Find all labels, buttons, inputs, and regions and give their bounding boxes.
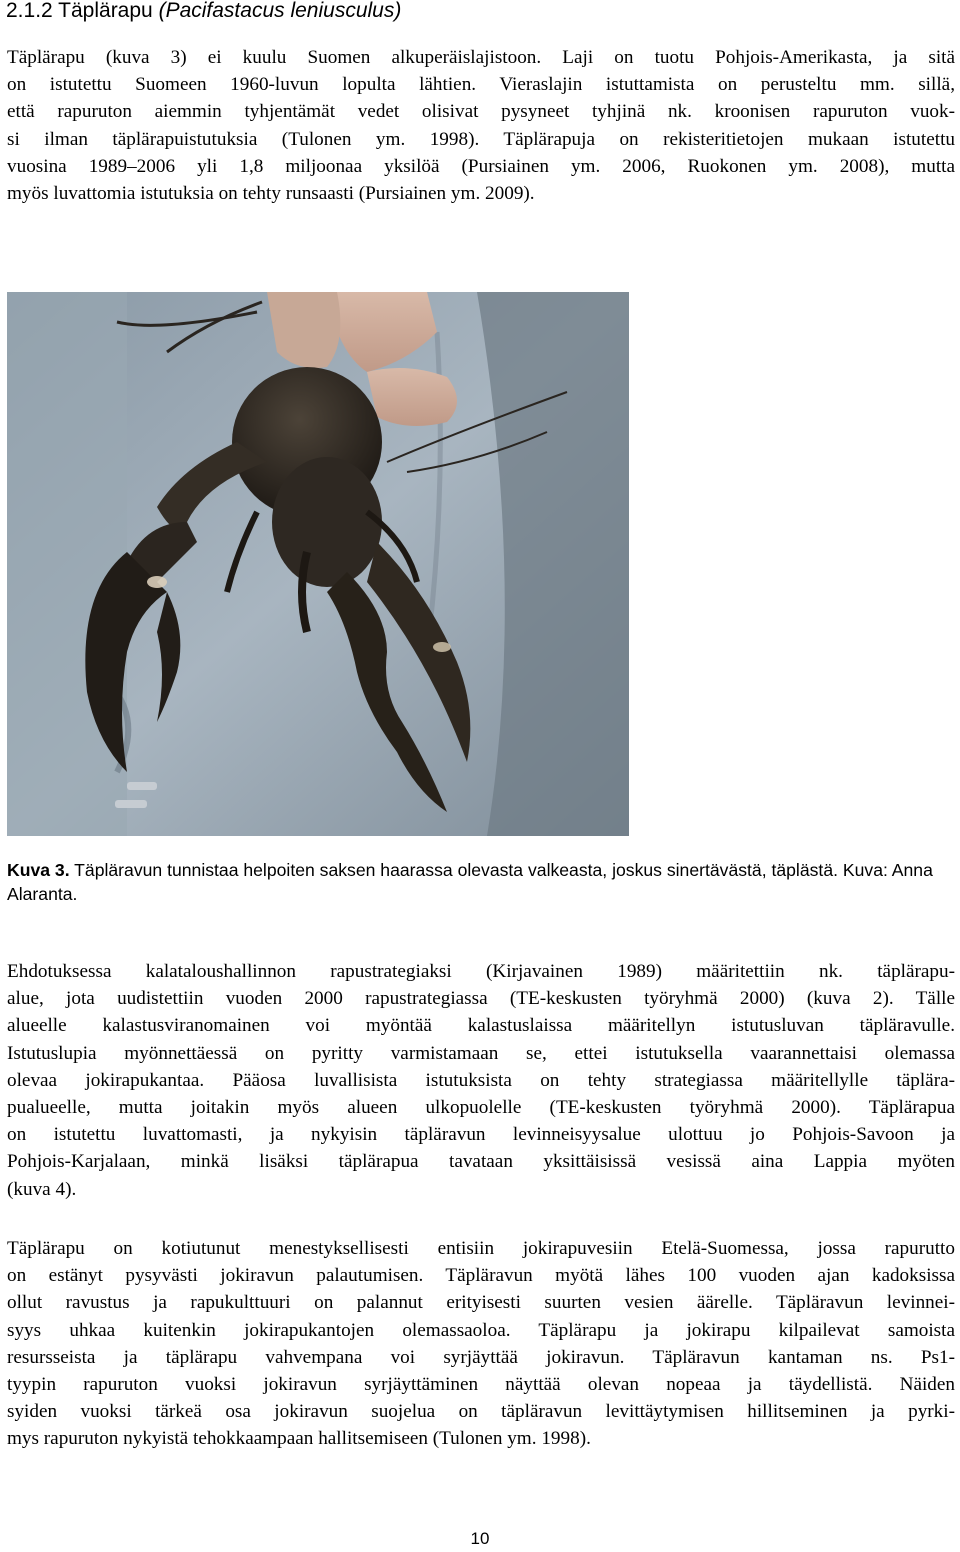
paragraph-line: syiden vuoksi tärkeä osa jokiravun suojelua on täpläravun levittäytymisen hillitseminen ja pyrki- — [7, 1401, 955, 1423]
paragraph-line: si ilman täplärapuistutuksia (Tulonen ym. 1998). Täplärapuja on rekisteritietojen mukaan istutettu — [7, 128, 955, 150]
page-number: 10 — [470, 1529, 490, 1548]
paragraph-impact — [7, 1235, 955, 1453]
paragraph-line: alueelle kalastusviranomainen voi myöntää kalastuslaissa määritellyn istutusluvan täpläravulle. — [7, 1015, 955, 1037]
paragraph-line: pualueelle, mutta joitakin myös alueen ulkopuolelle (TE-keskusten työryhmä 2000). Täplärapua — [7, 1096, 955, 1118]
paragraph-line: ollut ravustus ja rapukulttuuri on palannut erityisesti suurten vesien äärelle. Täpläravun levinnei- — [7, 1292, 955, 1314]
paragraph-line: Pohjois-Karjalaan, minkä lisäksi täplärapua tavataan yksittäisissä vesissä aina Lappia myöten — [7, 1151, 955, 1173]
paragraph-line: olevaa jokirapukantaa. Pääosa luvallisista istutuksista on tehty strategiassa määritellylle täplära- — [7, 1069, 955, 1091]
paragraph-line: tyypin rapuruton vuoksi jokiravun syrjäyttäminen näyttää olevan nopeaa ja täydellistä. Näiden — [7, 1373, 955, 1395]
paragraph-strategy — [7, 958, 955, 1203]
paragraph-line: (kuva 4). — [7, 1178, 77, 1200]
caption-label: Kuva 3. — [7, 860, 70, 880]
paragraph-line: on istutettu luvattomasti, ja nykyisin täpläravun levinneisyysalue ulottuu jo Pohjois-Savoon ja — [7, 1124, 955, 1146]
paragraph-line: mys rapuruton nykyistä tehokkaampaan hallitsemiseen (Tulonen ym. 1998). — [7, 1428, 591, 1450]
caption-text: Täpläravun tunnistaa helpoiten saksen haarassa olevasta valkeasta, joskus sinertävästä, täplästä. Kuva: Anna Alaranta. — [7, 860, 933, 904]
paragraph-line: on istutettu Suomeen 1960-luvun lopulta lähtien. Vieraslajin istuttamista on perusteltu mm. sillä, — [7, 74, 955, 96]
paragraph-line: alue, jota uudistettiin vuoden 2000 rapustrategiassa (TE-keskusten työryhmä 2000) (kuva 2). Tälle — [7, 988, 955, 1010]
section-number: 2.1.2 Täplärapu — [6, 0, 153, 22]
figure-caption — [7, 858, 955, 906]
crayfish-photo — [7, 292, 629, 836]
paragraph-line: vuosina 1989–2006 yli 1,8 miljoonaa yksilöä (Pursiainen ym. 2006, Ruokonen ym. 2008), mutta — [7, 155, 955, 177]
paragraph-line: resursseista ja täplärapu vahvempana voi syrjäyttää jokiravun. Täpläravun kantaman ns. Ps1- — [7, 1346, 955, 1368]
paragraph-line: syys uhkaa kuitenkin jokirapukantojen olemassaoloa. Täplärapu ja jokirapu kilpailevat samoista — [7, 1319, 955, 1341]
paragraph-line: myös luvattomia istutuksia on tehty runsaasti (Pursiainen ym. 2009). — [7, 182, 535, 204]
section-heading — [6, 0, 401, 24]
paragraph-line: Ehdotuksessa kalataloushallinnon rapustrategiaksi (Kirjavainen 1989) määritettiin nk. täplärapu- — [7, 961, 955, 982]
paragraph-line: että rapuruton aiemmin tyhjentämät vedet olisivat pysyneet tyhjinä nk. kroonisen rapuruton vuok- — [7, 101, 955, 123]
paragraph-line: on estänyt pysyvästi jokiravun palautumisen. Täpläravun myötä lähes 100 vuoden ajan kadoksissa — [7, 1265, 955, 1287]
paragraph-line: Täplärapu on kotiutunut menestyksellisesti entisiin jokirapuvesiin Etelä-Suomessa, jossa rapurutto — [7, 1238, 955, 1259]
paragraph-line: Istutuslupia myönnettäessä on pyritty varmistamaan se, ettei istutuksella vaarannettaisi olemassa — [7, 1042, 955, 1064]
latin-name: (Pacifastacus leniusculus) — [158, 0, 402, 22]
paragraph-intro — [7, 44, 955, 207]
paragraph-line: Täplärapu (kuva 3) ei kuulu Suomen alkuperäislajistoon. Laji on tuotu Pohjois-Amerikasta, ja sitä — [7, 47, 955, 68]
